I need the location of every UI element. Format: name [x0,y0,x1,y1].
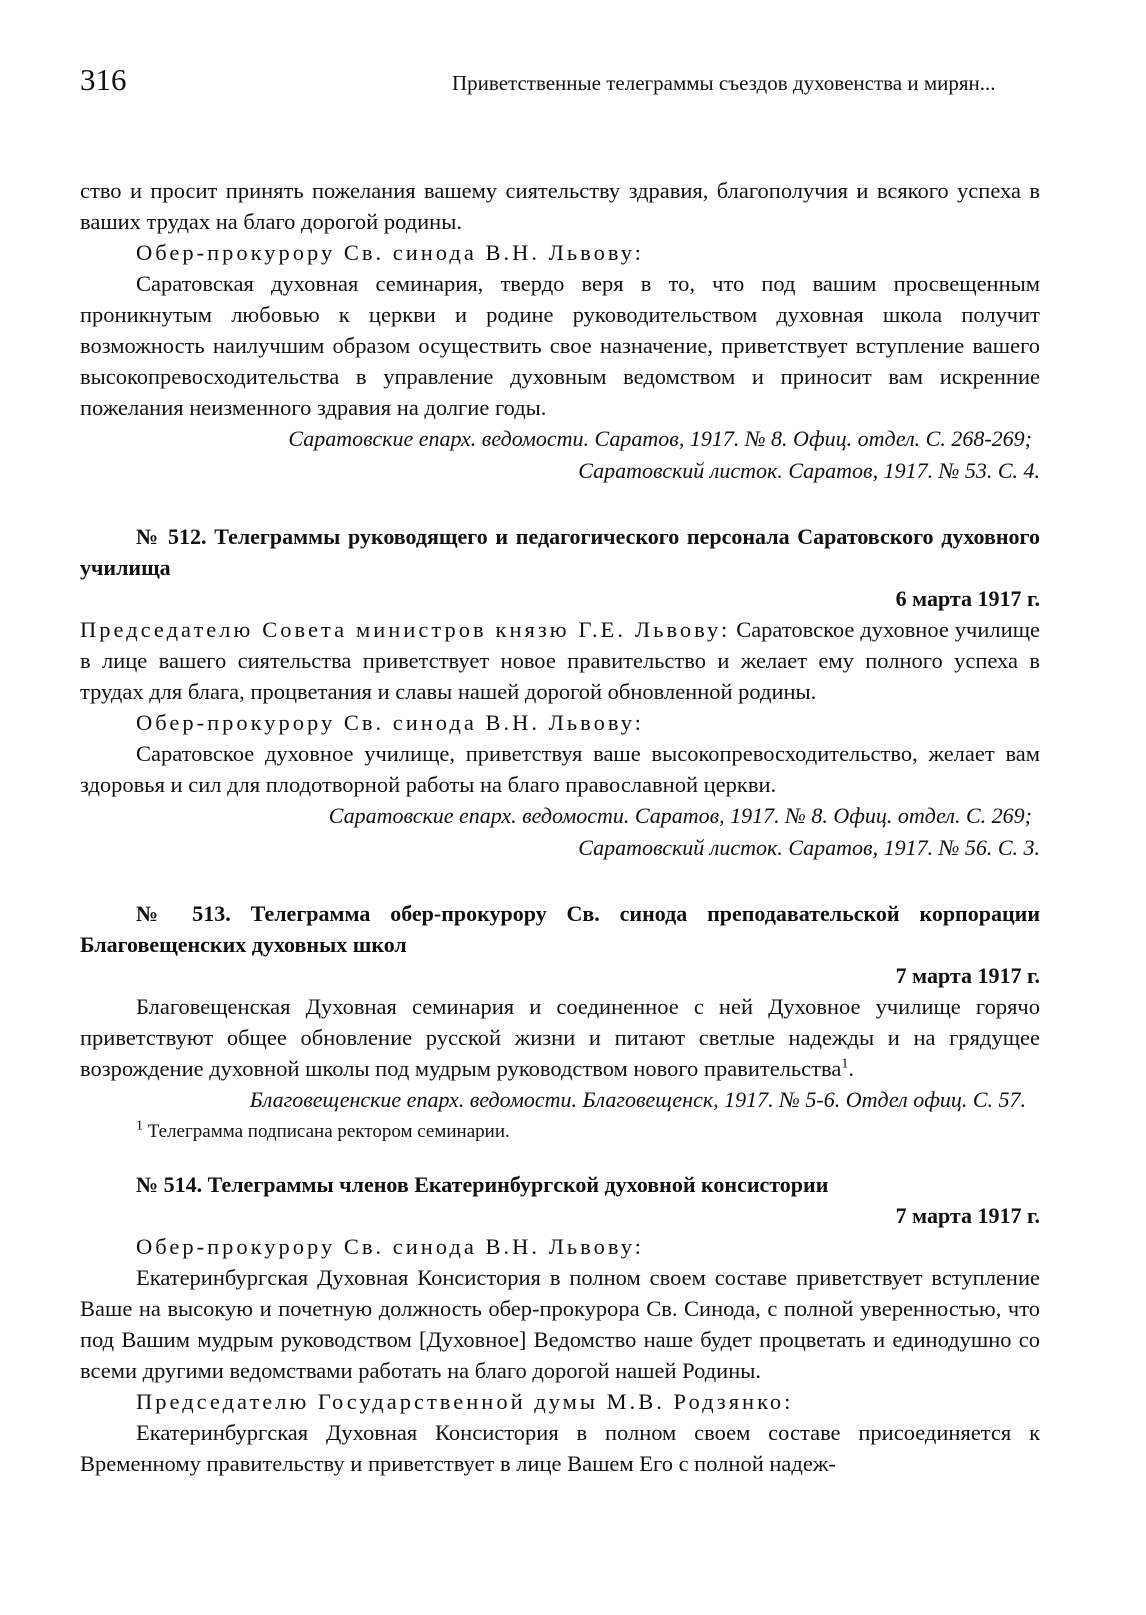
page-number: 316 [80,62,127,97]
footnote-number: 1 [136,1118,143,1134]
body-paragraph: Екатеринбургская Духовная Консистория в полном своем составе присоединяется к Временному правительству и приветствует в лице Вашем Его с полной надеж- [80,1420,1040,1476]
footnote-mark: 1 [841,1056,849,1072]
document-heading-512: № 512. Телеграммы руководящего и педагогического персонала Саратовского духовного училища [80,524,1040,580]
running-head: Приветственные телеграммы съездов духовенства и мирян... [452,71,996,95]
body-paragraph [80,991,1040,1084]
document-date: 7 марта 1917 г. [895,963,1040,988]
addressee-inline: Председателю Совета министров князю Г.Е. Львову: [80,617,731,642]
continuation-paragraph: ство и просит принять пожелания вашему сиятельству здравия, благополучия и всякого успеха в ваших трудах на благо дорогой родины. [80,178,1040,234]
body-text: Саратовское духовное училище в лице вашего сиятельства приветствует новое правительство и желает ему полного успеха в трудах для блага, процветания и славы нашей дорогой обновленной родины. [80,617,1040,704]
addressee-line: Обер-прокурору Св. синода В.Н. Львову: [136,1234,644,1259]
body-paragraph: Саратовское духовное училище, приветствуя ваше высокопревосходительство, желает вам здоровья и сил для плодотворной работы на благо православной церкви. [80,741,1040,797]
document-heading-514: № 514. Телеграммы членов Екатеринбургской духовной консистории [136,1172,829,1197]
source-citation: Саратовские епарх. ведомости. Саратов, 1917. № 8. Офиц. отдел. С. 269; [328,803,1032,828]
footnote [136,1118,1040,1145]
source-citation: Саратовский листок. Саратов, 1917. № 53. С. 4. [578,458,1040,483]
document-date: 6 марта 1917 г. [895,586,1040,611]
document-date: 7 марта 1917 г. [895,1203,1040,1228]
body-paragraph [80,614,1040,707]
page-body [80,175,1040,1479]
source-citation: Саратовские епарх. ведомости. Саратов, 1917. № 8. Офиц. отдел. С. 268-269; [288,426,1032,451]
addressee-line: Председателю Государственной думы М.В. Родзянко: [136,1389,794,1414]
addressee-line: Обер-прокурору Св. синода В.Н. Львову: [136,710,644,735]
body-paragraph: Саратовская духовная семинария, твердо веря в то, что под вашим просвещенным проникнутым любовью к церкви и родине руководительством духовная школа получит возможность наилучшим образом осуществить свое назначение, приветствует вступление вашего высокопревосходительства в управление духовным ведомством и приносит вам искренние пожелания неизменного здравия на долгие годы. [80,271,1040,420]
body-text: Благовещенская Духовная семинария и соединенное с ней Духовное училище горячо приветствуют общее обновление русской жизни и питают светлые надежды и на грядущее возрождение духовной школы под мудрым руководством нового правительства [80,994,1040,1081]
source-citation: Саратовский листок. Саратов, 1917. № 56. С. 3. [578,835,1040,860]
document-heading-513: № 513. Телеграмма обер-прокурору Св. синода преподавательской корпорации Благовещенских духовных школ [80,901,1040,957]
source-citation: Благовещенские епарх. ведомости. Благовещенск, 1917. № 5-6. Отдел офиц. С. 57. [249,1087,1026,1112]
addressee-line: Обер-прокурору Св. синода В.Н. Львову: [136,240,644,265]
body-text-end: . [848,1056,854,1081]
body-paragraph: Екатеринбургская Духовная Консистория в полном своем составе приветствует вступление Ваше на высокую и почетную должность обер-прокурора Св. Синода, с полной уверенностью, что под Вашим мудрым руководством [Духовное] Ведомство наше будет процветать и единодушно со всеми другими ведомствами работать на благо дорогой нашей Родины. [80,1265,1040,1383]
footnote-text: Телеграмма подписана ректором семинарии. [147,1121,510,1142]
